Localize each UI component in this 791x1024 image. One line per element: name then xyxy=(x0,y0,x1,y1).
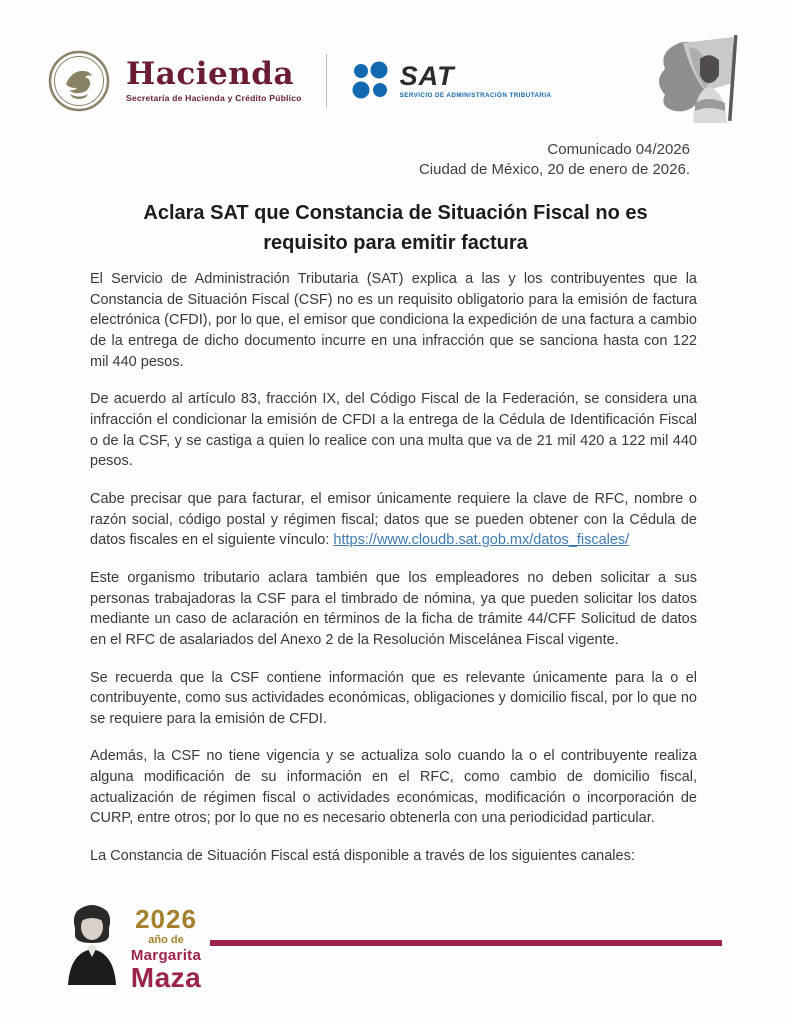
woman-with-flag-image xyxy=(645,33,763,125)
footer-accent-bar xyxy=(210,940,722,946)
dateline-block xyxy=(419,140,690,180)
comunicado-number: Comunicado 04/2026 xyxy=(547,141,690,158)
sat-dots-icon xyxy=(351,61,391,101)
header xyxy=(48,50,551,112)
datos-fiscales-link[interactable]: https://www.cloudb.sat.gob.mx/datos_fiscales/ xyxy=(333,532,630,549)
title-line-2: requisito para emitir factura xyxy=(263,231,528,254)
anniversary-line-maza: Maza xyxy=(130,962,202,993)
hacienda-logo xyxy=(126,56,302,103)
paragraph-1: El Servicio de Administración Tributaria (SAT) explica a las y los contribuyentes que la Constancia de Situación Fiscal (CSF) no es un requisito obligatorio para la emisión de factura electrónica (CFDI), por lo que, el emisor que condiciona la expedición de una factura a cambio de la entrega de dicho documento incurre en una infracción que se sanciona hasta con 122 mil 440 pesos. xyxy=(90,271,697,370)
paragraph-7: La Constancia de Situación Fiscal está disponible a través de los siguientes canales: xyxy=(90,848,635,865)
hacienda-wordmark: Hacienda xyxy=(126,56,295,92)
city-date: Ciudad de México, 20 de enero de 2026. xyxy=(418,160,690,178)
sat-subtitle: SERVICIO DE ADMINISTRACIÓN TRIBUTARIA xyxy=(399,92,552,99)
hacienda-eagle-seal-icon xyxy=(48,50,110,112)
hacienda-subtitle: Secretaría de Hacienda y Crédito Público xyxy=(126,93,302,103)
logo-divider xyxy=(326,54,327,108)
paragraph-2: De acuerdo al artículo 83, fracción IX, del Código Fiscal de la Federación, se considera una infracción el condicionar la emisión de CFDI a la entrega de la Cédula de Identificación Fiscal o de la CSF, y se castiga a quien lo realice con una multa que va de 21 mil 420 a 122 mil 440 pesos. xyxy=(90,391,697,470)
sat-logo xyxy=(351,61,552,101)
sat-text xyxy=(400,63,552,99)
paragraph-4: Este organismo tributario aclara también que los empleadores no deben solicitar a sus personas trabajadoras la CSF para el timbrado de nómina, ya que pueden solicitar los datos mediante un caso de aclaración en términos de la ficha de trámite 44/CFF Solicitud de datos en el RFC de asalariados del Anexo 2 de la Resolución Miscelánea Fiscal vigente. xyxy=(90,569,697,648)
sat-wordmark: SAT xyxy=(399,61,455,91)
document-body xyxy=(90,269,697,884)
margarita-maza-portrait-image xyxy=(60,901,124,985)
paragraph-6: Además, la CSF no tiene vigencia y se actualiza solo cuando la o el contribuyente realiza alguna modificación de su información en el RFC, como cambio de domicilio fiscal, actualización de régimen fiscal o actividades económicas, modificación o incorporación de CURP, entre otros; por lo que no es necesario obtenerla con una periodicidad particular. xyxy=(90,748,697,827)
title-line-1: Aclara SAT que Constancia de Situación Fiscal no es xyxy=(143,202,648,224)
anniversary-line-margarita: Margarita xyxy=(130,947,202,964)
paragraph-3 xyxy=(90,489,697,551)
anniversary-logo xyxy=(120,906,212,992)
paragraph-5: Se recuerda que la CSF contiene información que es relevante únicamente para la o el contribuyente, como sus actividades económicas, obligaciones y domicilio fiscal, por lo que no se requiere para la emisión de CFDI. xyxy=(90,669,697,727)
anniversary-line-ano-de: año de xyxy=(148,934,184,946)
page-title xyxy=(0,199,791,258)
paragraph-3-text: Cabe precisar que para facturar, el emisor únicamente requiere la clave de RFC, nombre o razón social, código postal y régimen fiscal; datos que se pueden obtener con la Cédula de datos fiscales en el siguiente vínculo: xyxy=(90,490,697,549)
anniversary-year: 2026 xyxy=(135,904,197,934)
